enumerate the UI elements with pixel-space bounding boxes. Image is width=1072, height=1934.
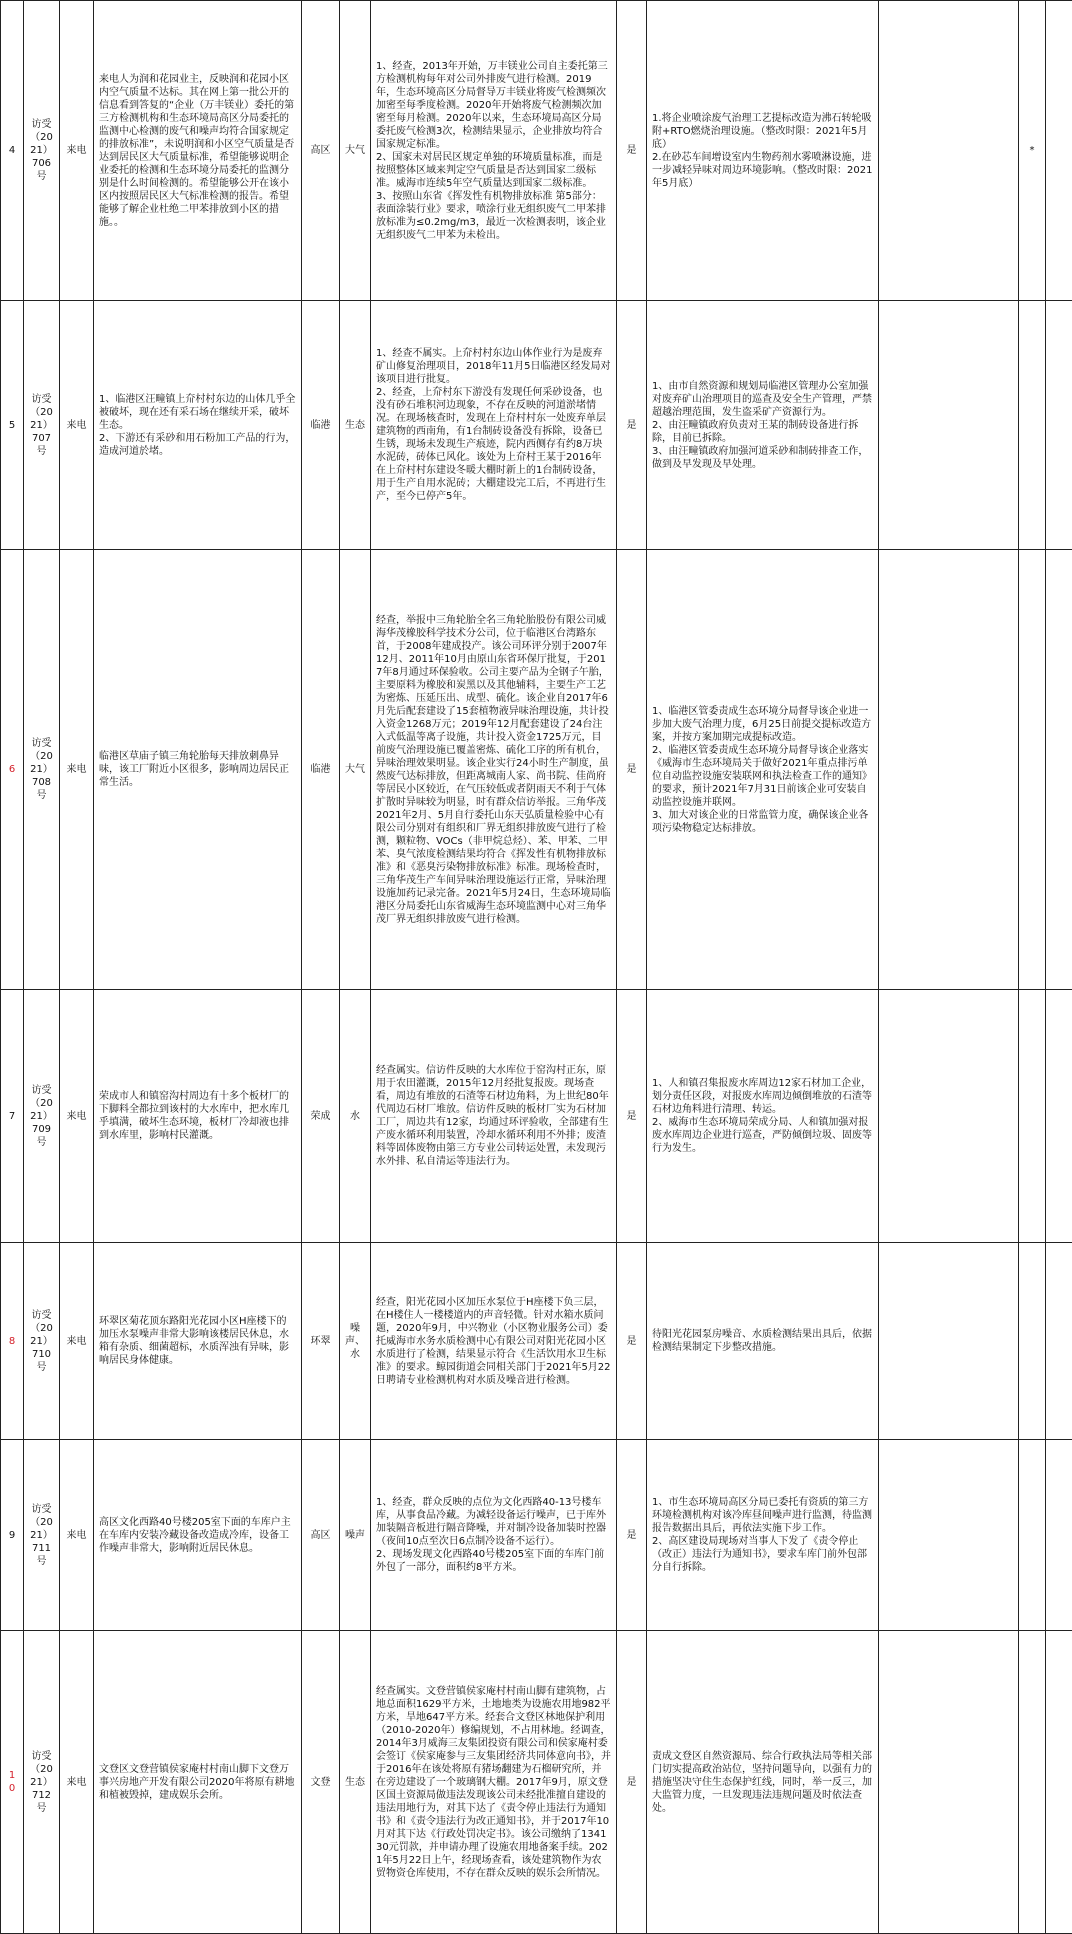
verified-cell: 是: [617, 990, 647, 1243]
rectification-measure: 1、市生态环境局高区分局已委托有资质的第三方环境检测机构对该冷库昼间噪声进行监测，待监测报告数据出具后，再依法实施下步工作。 2、高区建设局现场对当事人下发了《责令停止（改正）违法行为通知书》，要求车库门前外包部分自行拆除。: [647, 1440, 879, 1631]
complaint-content: 来电人为润和花园业主，反映润和花园小区内空气质量不达标。其在网上第一批公开的信息看到答复的“企业（万丰镁业）委托的第三方检测机构和生态环境局高区分局委托的监测中心检测的废气和噪声均符合国家规定的排放标准”，未说明润和小区空气质量是否达到居民区大气质量标准，希望能够说明企业委托的检测和生态环境分局委托的监测分别是什么时间检测的。希望能够公开在该小区内按照居民区大气标准检测的报告。希望能够了解企业杜绝二甲苯排放到小区的措施。。: [94, 1, 302, 301]
verified-cell: 是: [617, 1440, 647, 1631]
table-row: [1, 1440, 1072, 1631]
area-cell: 临港: [302, 301, 340, 550]
pollution-type: 大气: [340, 550, 371, 990]
empty-cell: [879, 1243, 1019, 1440]
empty-cell: [879, 1, 1019, 301]
complaint-content: 1、临港区汪疃镇上夼村村东边的山体几乎全被破坏，现在还有采石场在继续开采，破坏生态。 2、下游还有采砂和用石粉加工产品的行为，造成河道於堵。: [94, 301, 302, 550]
row-number: 6: [1, 550, 24, 990]
empty-cell: [1046, 301, 1072, 550]
last-mark: [1019, 1631, 1046, 1934]
empty-cell: [879, 990, 1019, 1243]
last-mark: [1019, 1440, 1046, 1631]
empty-cell: [1046, 1631, 1072, 1934]
case-code: 访受（2021）711号: [24, 1440, 60, 1631]
rectification-measure: 1、临港区管委责成生态环境分局督导该企业进一步加大废气治理力度，6月25日前提交提标改造方案，并按方案加期完成提标改造。 2、临港区管委责成生态环境分局督导该企业落实《威海市生态环境局关于做好2021年重点排污单位自动监控设施安装联网和执法检查工作的通知》的要求，预计2021年7月31日前该企业可安装自动监控设施并联网。 3、加大对该企业的日常监管力度，确保该企业各项污染物稳定达标排放。: [647, 550, 879, 990]
pollution-type: 噪声、水: [340, 1243, 371, 1440]
table-row: [1, 550, 1072, 990]
area-cell: 临港: [302, 550, 340, 990]
case-code: 访受（2021）712号: [24, 1631, 60, 1934]
empty-cell: [879, 1440, 1019, 1631]
source-cell: 来电: [60, 301, 94, 550]
rectification-measure: 责成文登区自然资源局、综合行政执法局等相关部门切实提高政治站位，坚持问题导向，以强有力的措施坚决守住生态保护红线，同时，举一反三，加大监管力度，一旦发现违法违规问题及时依法查处。: [647, 1631, 879, 1934]
case-code: 访受（2021）709号: [24, 990, 60, 1243]
last-mark: *: [1019, 1, 1046, 301]
pollution-type: 生态: [340, 301, 371, 550]
row-number: 10: [1, 1631, 24, 1934]
table-row: [1, 1, 1072, 301]
rectification-measure: 1、由市自然资源和规划局临港区管理办公室加强对废弃矿山治理项目的巡查及安全生产管理，严禁超越治理范围，发生盗采矿产资源行为。 2、由汪疃镇政府负责对王某的制砖设备进行拆除，目前已拆除。 3、由汪疃镇政府加强河道采砂和制砖排查工作，做到及早发现及早处理。: [647, 301, 879, 550]
rectification-measure: 待阳光花园泵房噪音、水质检测结果出具后，依据检测结果制定下步整改措施。: [647, 1243, 879, 1440]
empty-cell: [1046, 990, 1072, 1243]
table-row: [1, 990, 1072, 1243]
empty-cell: [1046, 1440, 1072, 1631]
case-code: 访受（2021）706号: [24, 1, 60, 301]
investigation-result: 1、经查，群众反映的点位为文化西路40-13号楼车库，从事食品冷藏。为减轻设备运行噪声，已于库外加装隔音板进行隔音降噪，并对制冷设备加装时控器（夜间10点至次日6点制冷设备不运行）。 2、现场发现文化西路40号楼205室下面的车库门前外包了一部分，面积约8平方米。: [371, 1440, 617, 1631]
complaint-content: 环翠区菊花顶东路阳光花园小区H座楼下的加压水泵噪声非常大影响该楼居民休息，水箱有杂质、细菌超标，水质浑浊有异味，影响居民身体健康。: [94, 1243, 302, 1440]
verified-cell: 是: [617, 1243, 647, 1440]
case-code: 访受（2021）707号: [24, 301, 60, 550]
investigation-result: 经查属实。信访件反映的大水库位于窑沟村正东，原用于农田灌溉，2015年12月经批复报废。现场查看，周边有堆放的石渣等石材边角料，为上世纪80年代周边石材厂堆放。信访件反映的板材厂实为石材加工厂，周边共有12家，均通过环评验收，全部建有生产废水循环利用装置，冷却水循环利用不外排；废渣料等固体废物由第三方专业公司转运处置，未发现污水外排、私自清运等违法行为。: [371, 990, 617, 1243]
empty-cell: [1046, 1, 1072, 301]
verified-cell: 是: [617, 1631, 647, 1934]
row-number: 4: [1, 1, 24, 301]
complaint-content: 高区文化西路40号楼205室下面的车库户主在车库内安装冷藏设备改造成冷库，设备工作噪声非常大，影响附近居民休息。: [94, 1440, 302, 1631]
investigation-result: 经查，举报中三角轮胎全名三角轮胎股份有限公司威海华茂橡胶科学技术分公司，位于临港区台湾路东首，于2008年建成投产。该公司环评分别于2007年12月、2011年10月由原山东省环保厅批复，于2017年8月通过环保验收。公司主要产品为全钢子午胎，主要原料为橡胶和炭黑以及其他辅料，主要生产工艺为密炼、压延压出、成型、硫化。该企业自2017年6月先后配套建设了15套植物液异味治理设施，共计投入资金1268万元；2019年12月配套建设了24台注入式低温等离子设施，共计投入资金1725万元，目前废气治理设施已覆盖密炼、硫化工序的所有机台，异味治理效果明显。该企业实行24小时生产制度，虽然废气达标排放，但距离城南人家、尚书院、佳尚府等居民小区较近，在气压较低或者阴雨天不利于气体扩散时异味较为明显，时有群众信访举报。三角华茂2021年2月、5月自行委托山东天弘质量检验中心有限公司分别对有组织和厂界无组织排放废气进行了检测，颗粒物、VOCs（非甲烷总烃）、苯、甲苯、二甲苯、臭气浓度检测结果均符合《挥发性有机物排放标准》和《恶臭污染物排放标准》标准。现场检查时，三角华茂生产车间异味治理设施运行正常，异味治理设施加药记录完备。2021年5月24日，生态环境局临港区分局委托山东省威海生态环境监测中心对三角华茂厂界无组织排放废气进行检测。: [371, 550, 617, 990]
source-cell: 来电: [60, 990, 94, 1243]
rectification-measure: 1.将企业喷涂废气治理工艺提标改造为沸石转轮吸附+RTO燃烧治理设施。（整改时限：2021年5月底） 2.在砂芯车间增设室内生物药剂水雾喷淋设施，进一步减轻异味对周边环境影响。（整改时限：2021年5月底）: [647, 1, 879, 301]
investigation-result: 1、经查，2013年开始，万丰镁业公司自主委托第三方检测机构每年对公司外排废气进行检测。2019年，生态环境高区分局督导万丰镁业将废气检测频次加密至每季度检测。2020年开始将废气检测频次加密至每月检测。2020年以来，生态环境局高区分局委托废气检测3次，检测结果显示，企业排放均符合国家规定标准。 2、国家未对居民区规定单独的环境质量标准，而是按照整体区域来判定空气质量是否达到国家二级标准。威海市连续5年空气质量达到国家二级标准。 3、按照山东省《挥发性有机物排放标准 第5部分：表面涂装行业》要求，喷涂行业无组织废气二甲苯排放标准为≤0.2mg/m3，最近一次检测表明，该企业无组织废气二甲苯为未检出。: [371, 1, 617, 301]
last-mark: [1019, 990, 1046, 1243]
area-cell: 文登: [302, 1631, 340, 1934]
verified-cell: 是: [617, 550, 647, 990]
empty-cell: [1046, 1243, 1072, 1440]
case-code: 访受（2021）710号: [24, 1243, 60, 1440]
complaint-content: 荣成市人和镇窑沟村周边有十多个板材厂的下脚料全都拉到该村的大水库中，把水库几乎填满，破坏生态环境，板材厂冷却液也排到水库里，影响村民灌溉。: [94, 990, 302, 1243]
area-cell: 荣成: [302, 990, 340, 1243]
investigation-result: 经查，阳光花园小区加压水泵位于H座楼下负三层，在H楼住人一楼楼道内的声音轻微。针对水箱水质问题，2020年9月，中兴物业（小区物业服务公司）委托威海市水务水质检测中心有限公司对阳光花园小区水质进行了检测，结果显示符合《生活饮用水卫生标准》的要求。鲸园街道会同相关部门于2021年5月22日聘请专业检测机构对水质及噪音进行检测。: [371, 1243, 617, 1440]
row-number: 7: [1, 990, 24, 1243]
area-cell: 高区: [302, 1440, 340, 1631]
complaint-content: 文登区文登营镇侯家庵村村南山脚下文登万事兴房地产开发有限公司2020年将原有耕地和植被毁掉，建成娱乐会所。: [94, 1631, 302, 1934]
area-cell: 高区: [302, 1, 340, 301]
empty-cell: [879, 550, 1019, 990]
case-code: 访受（2021）708号: [24, 550, 60, 990]
table-row: [1, 1631, 1072, 1934]
area-cell: 环翠: [302, 1243, 340, 1440]
verified-cell: 是: [617, 301, 647, 550]
verified-cell: 是: [617, 1, 647, 301]
source-cell: 来电: [60, 1, 94, 301]
empty-cell: [879, 301, 1019, 550]
empty-cell: [1046, 550, 1072, 990]
row-number: 8: [1, 1243, 24, 1440]
last-mark: [1019, 550, 1046, 990]
table-row: [1, 1243, 1072, 1440]
last-mark: [1019, 1243, 1046, 1440]
last-mark: [1019, 301, 1046, 550]
pollution-type: 大气: [340, 1, 371, 301]
source-cell: 来电: [60, 1243, 94, 1440]
pollution-type: 噪声: [340, 1440, 371, 1631]
investigation-result: 1、经查不属实。上夼村村东边山体作业行为是废弃矿山修复治理项目，2018年11月5日临港区经发局对该项目进行批复。 2、经查，上夼村东下游没有发现任何采砂设备，也没有砂石堆积河边现象，不存在反映的河道淤堵情况。在现场核查时，发现在上夼村村东一处废弃单层建筑物的西南角，有1台制砖设备没有拆除，设备已生锈，现场未发现生产痕迹，院内西侧存有约8万块水泥砖，砖体已风化。该处为上夼村王某于2016年在上夼村村东建设冬暖大棚时新上的1台制砖设备，用于生产自用水泥砖；大棚建设完工后，不再进行生产，至今已停产5年。: [371, 301, 617, 550]
table-row: [1, 301, 1072, 550]
source-cell: 来电: [60, 550, 94, 990]
pollution-type: 水: [340, 990, 371, 1243]
empty-cell: [879, 1631, 1019, 1934]
row-number: 9: [1, 1440, 24, 1631]
source-cell: 来电: [60, 1440, 94, 1631]
row-number: 5: [1, 301, 24, 550]
complaint-content: 临港区草庙子镇三角轮胎每天排放刺鼻异味，该工厂附近小区很多，影响周边居民正常生活。: [94, 550, 302, 990]
investigation-result: 经查属实。文登营镇侯家庵村村南山脚有建筑物，占地总面积1629平方米，土地地类为设施农用地982平方米，旱地647平方米。经套合文登区林地保护利用（2010-2020年）修编规划，不占用林地。经调查，2014年3月威海三友集团投资有限公司和侯家庵村委会签订《侯家庵参与三友集团经济共同体意向书》，并于2016年在该处将原有猪场翻建为石榴研究所，并在旁边建设了一个玻璃钢大棚。2017年9月，原文登区国土资源局做违法发现该公司未经批准擅自建设的违法用地行为，对其下达了《责令停止违法行为通知书》和《责令违法行为改正通知书》，并于2017年10月对其下达《行政处罚决定书》。该公司缴纳了134130元罚款，并申请办理了设施农用地备案手续。2021年5月22日上午，经现场查看，该处建筑物作为农贸物资仓库使用，不存在群众反映的娱乐会所情况。: [371, 1631, 617, 1934]
rectification-measure: 1、人和镇召集报废水库周边12家石材加工企业，划分责任区段，对报废水库周边倾倒堆放的石渣等石材边角料进行清理、转运。 2、威海市生态环境局荣成分局、人和镇加强对报废水库周边企业进行巡查，严防倾倒垃圾、固废等行为发生。: [647, 990, 879, 1243]
source-cell: 来电: [60, 1631, 94, 1934]
pollution-type: 生态: [340, 1631, 371, 1934]
